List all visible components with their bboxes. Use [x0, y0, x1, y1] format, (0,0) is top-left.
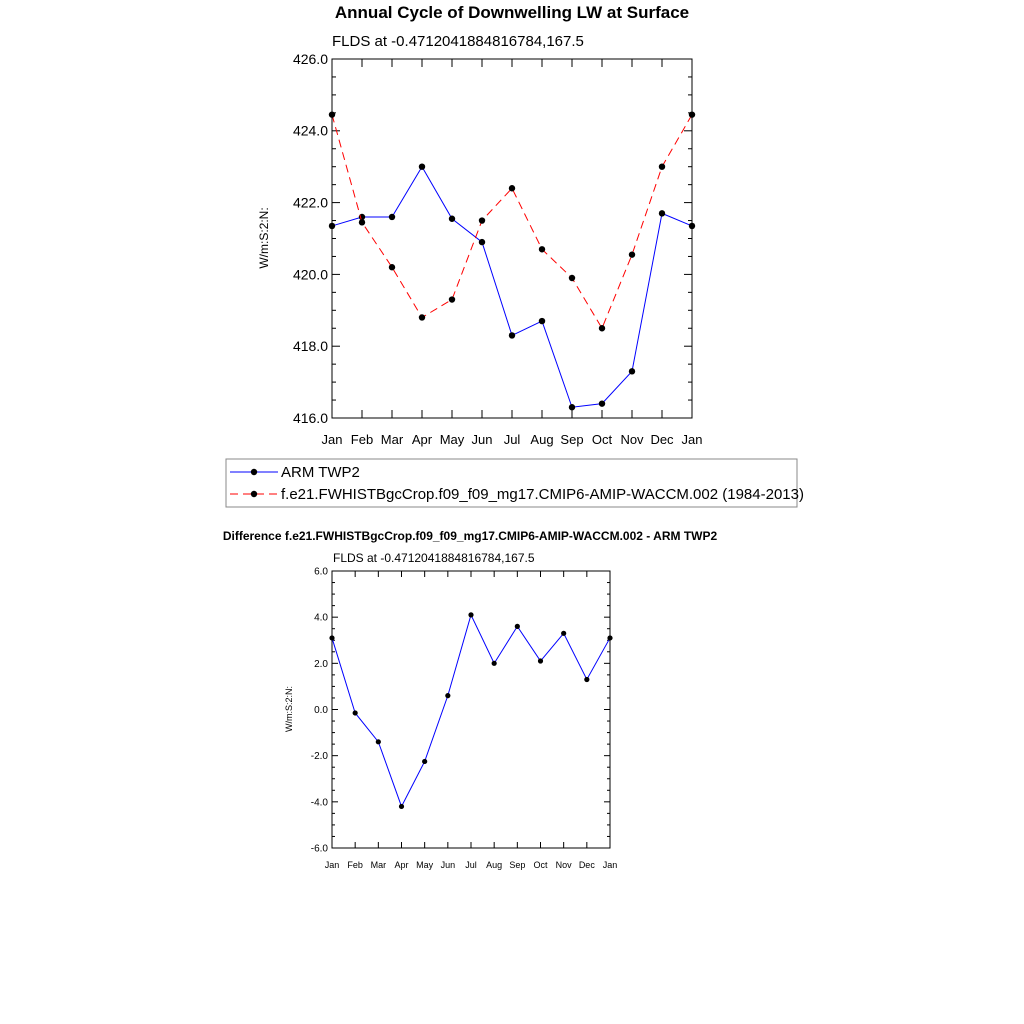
- series-0-point: [689, 223, 695, 229]
- x-tick-label: Aug: [486, 860, 503, 870]
- chart-2-y-axis-label: W/m:S:2:N:: [284, 685, 294, 733]
- chart-1-y-axis-label: W/m:S:2:N:: [257, 207, 271, 269]
- chart-2: [223, 529, 718, 870]
- series-1-point: [359, 219, 365, 225]
- legend-marker-model: [251, 491, 257, 497]
- series-0-point: [449, 216, 455, 222]
- x-tick-label: Dec: [650, 432, 674, 447]
- x-tick-label: May: [416, 860, 434, 870]
- chart-1: [257, 3, 702, 447]
- y-tick-label: 418.0: [292, 338, 328, 355]
- x-tick-label: Feb: [347, 860, 363, 870]
- y-tick-label: -4.0: [310, 797, 328, 809]
- series-0-point: [479, 239, 485, 245]
- chart-2-title: Difference f.e21.FWHISTBgcCrop.f09_f09_mg17.CMIP6-AMIP-WACCM.002 - ARM TWP2: [222, 529, 718, 543]
- x-tick-label: Jan: [321, 432, 343, 447]
- series-0-point: [584, 677, 589, 682]
- series-0-point: [353, 710, 358, 715]
- x-tick-label: Jul: [465, 860, 477, 870]
- series-1-point: [449, 296, 455, 302]
- series-0-point: [607, 635, 612, 640]
- series-0-point: [329, 223, 335, 229]
- y-tick-label: 0.0: [314, 705, 328, 716]
- series-0-point: [569, 404, 575, 410]
- x-tick-label: Dec: [578, 860, 595, 870]
- x-tick-label: Oct: [591, 432, 613, 447]
- series-0-point: [629, 368, 635, 374]
- series-1-point: [659, 164, 665, 170]
- x-tick-label: Nov: [555, 860, 572, 870]
- series-0-point: [561, 631, 566, 636]
- x-tick-label: Apr: [394, 860, 409, 870]
- series-1-point: [509, 185, 515, 191]
- x-tick-label: Feb: [350, 432, 374, 447]
- y-tick-label: -6.0: [310, 843, 328, 855]
- series-line-0: [332, 615, 610, 807]
- x-tick-label: Jul: [503, 432, 521, 447]
- series-0-point: [659, 210, 665, 216]
- series-line-1: [332, 115, 692, 329]
- chart-1-subtitle: FLDS at -0.4712041884816784,167.5: [332, 33, 584, 50]
- series-1-point: [569, 275, 575, 281]
- series-0-point: [509, 332, 515, 338]
- x-tick-label: Jan: [602, 860, 618, 870]
- chart-1-legend: [226, 459, 804, 507]
- series-0-point: [389, 214, 395, 220]
- y-tick-label: 6.0: [314, 566, 328, 578]
- x-tick-label: Apr: [411, 432, 433, 447]
- series-1-point: [599, 325, 605, 331]
- series-0-point: [515, 624, 520, 629]
- x-tick-label: Nov: [620, 432, 644, 447]
- legend-label-arm: ARM TWP2: [281, 464, 360, 481]
- x-tick-label: Sep: [560, 432, 584, 447]
- x-tick-label: Aug: [530, 432, 554, 447]
- series-0-point: [422, 759, 427, 764]
- y-tick-label: -2.0: [310, 751, 328, 763]
- chart-1-y-tick-labels: [293, 51, 328, 426]
- chart-2-series: [329, 612, 612, 809]
- series-0-point: [329, 635, 334, 640]
- series-0-point: [445, 693, 450, 698]
- series-0-point: [468, 612, 473, 617]
- series-0-point: [538, 658, 543, 663]
- x-tick-label: Jun: [471, 432, 493, 447]
- series-0-point: [376, 739, 381, 744]
- x-tick-label: Oct: [533, 860, 548, 870]
- x-tick-label: Mar: [370, 860, 387, 870]
- legend-label-model: f.e21.FWHISTBgcCrop.f09_f09_mg17.CMIP6-AMIP-WACCM.002 (1984-2013): [281, 486, 804, 503]
- x-tick-label: Jan: [324, 860, 340, 870]
- series-1-point: [479, 217, 485, 223]
- y-tick-label: 422.0: [292, 194, 328, 211]
- y-tick-label: 424.0: [292, 122, 328, 139]
- y-tick-label: 420.0: [292, 266, 328, 283]
- x-tick-label: Sep: [509, 860, 526, 870]
- series-0-point: [492, 661, 497, 666]
- series-0-point: [419, 164, 425, 170]
- chart-1-series: [329, 111, 695, 410]
- series-1-point: [689, 111, 695, 117]
- series-1-point: [389, 264, 395, 270]
- series-line-0: [332, 167, 692, 408]
- chart-2-x-tick-labels: [325, 860, 618, 870]
- y-tick-label: 4.0: [314, 612, 328, 624]
- x-tick-label: Mar: [380, 432, 404, 447]
- series-1-point: [629, 251, 635, 257]
- series-0-point: [539, 318, 545, 324]
- series-0-point: [599, 400, 605, 406]
- y-tick-label: 416.0: [292, 409, 328, 426]
- chart-2-y-tick-labels: [311, 567, 329, 855]
- x-tick-label: Jun: [440, 860, 456, 870]
- chart-1-title: Annual Cycle of Downwelling LW at Surface: [334, 3, 690, 22]
- series-0-point: [399, 804, 404, 809]
- y-tick-label: 426.0: [292, 50, 328, 67]
- y-tick-label: 2.0: [314, 658, 328, 670]
- series-1-point: [419, 314, 425, 320]
- series-1-point: [329, 111, 335, 117]
- x-tick-label: Jan: [681, 432, 703, 447]
- series-1-point: [539, 246, 545, 252]
- x-tick-label: May: [439, 432, 465, 447]
- chart-1-x-tick-labels: [322, 432, 703, 447]
- legend-marker-arm: [251, 469, 257, 475]
- chart-2-subtitle: FLDS at -0.4712041884816784,167.5: [333, 551, 535, 565]
